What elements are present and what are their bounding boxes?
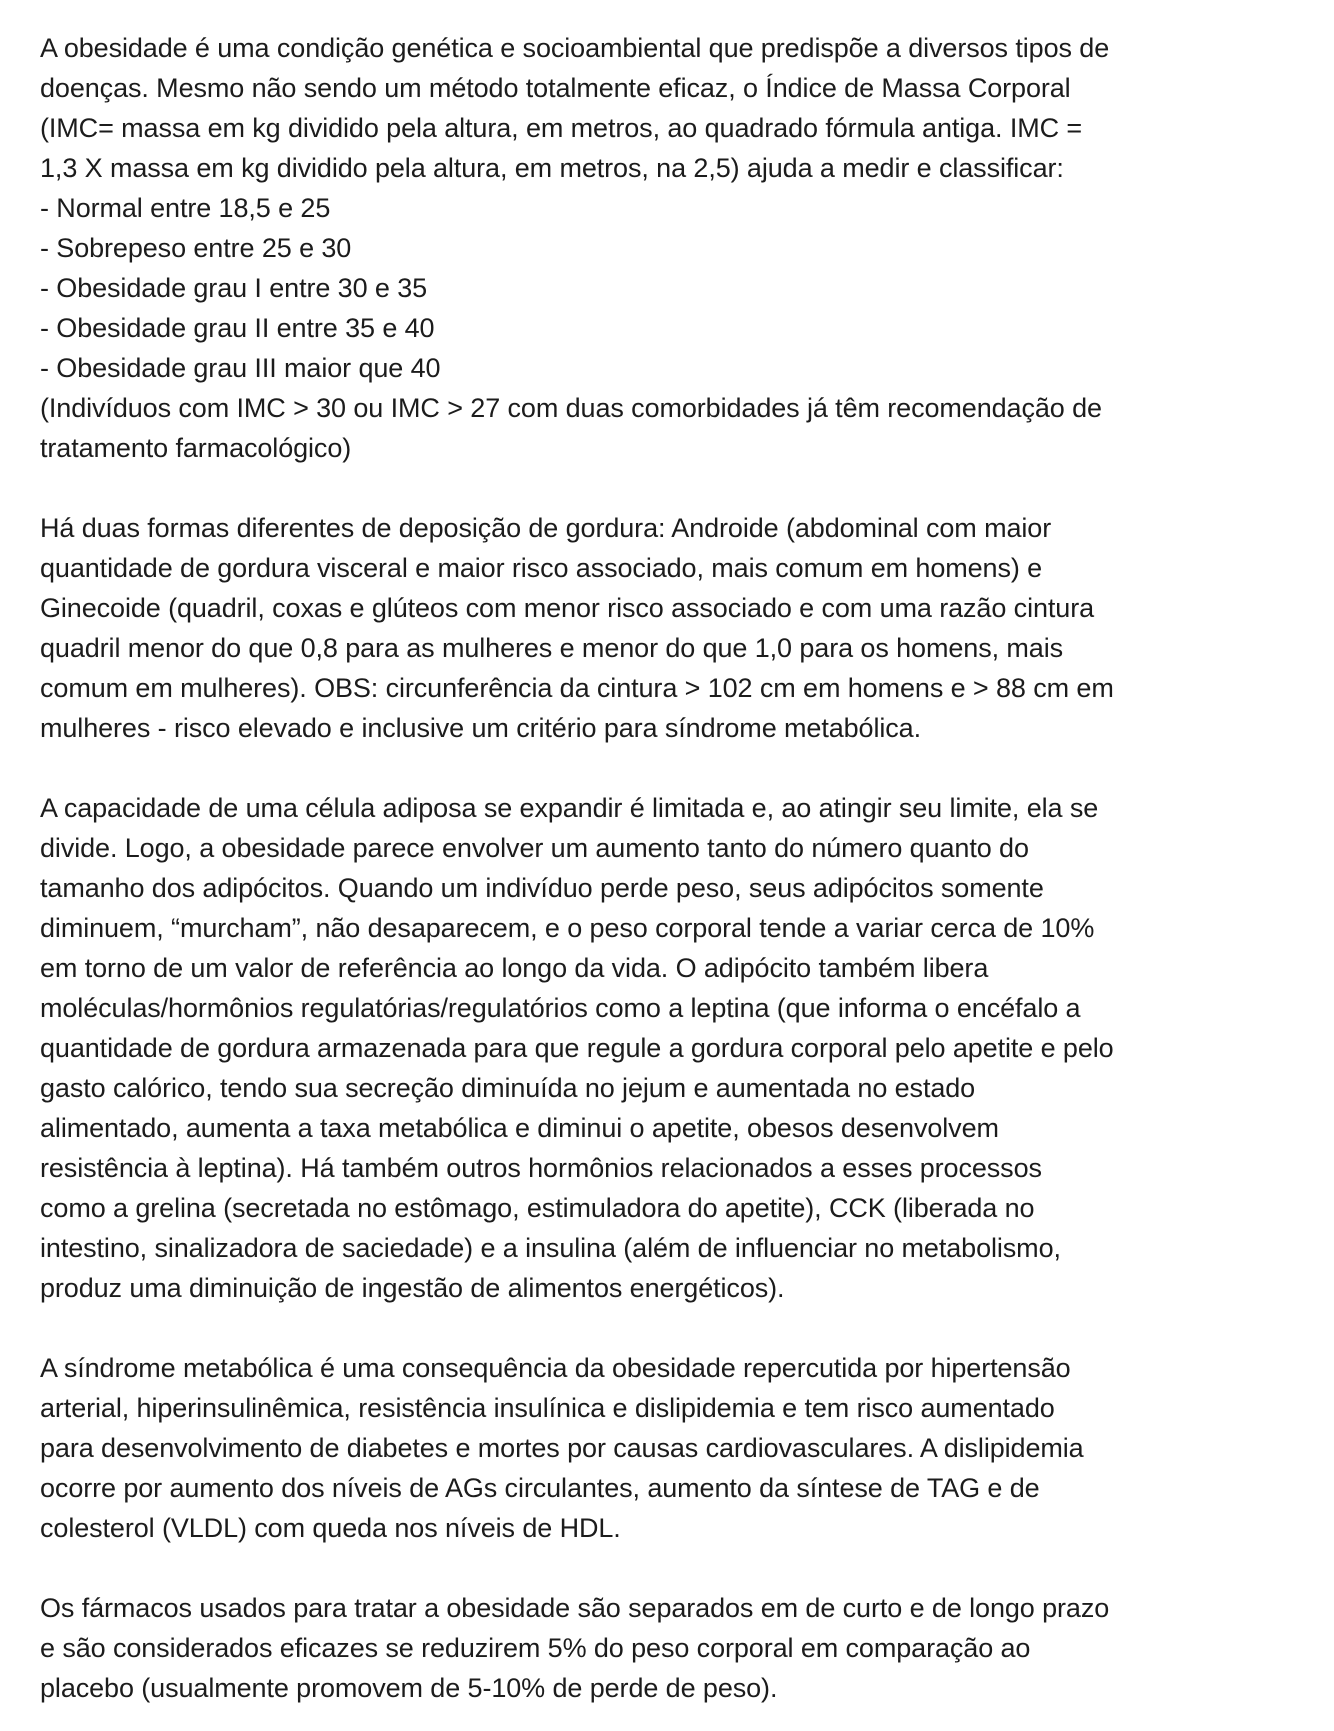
paragraph-adipocytes: [40, 788, 1304, 1308]
text-line: mulheres - risco elevado e inclusive um critério para síndrome metabólica.: [40, 713, 921, 743]
text-line: gasto calórico, tendo sua secreção diminuída no jejum e aumentada no estado: [40, 1073, 976, 1103]
text-line: alimentado, aumenta a taxa metabólica e diminui o apetite, obesos desenvolvem: [40, 1113, 999, 1143]
text-line: doenças. Mesmo não sendo um método totalmente eficaz, o Índice de Massa Corporal: [40, 73, 1071, 103]
text-line: (IMC= massa em kg dividido pela altura, em metros, ao quadrado fórmula antiga. IMC =: [40, 113, 1083, 143]
text-line: placebo (usualmente promovem de 5-10% de perde de peso).: [40, 1673, 778, 1703]
text-line: Ginecoide (quadril, coxas e glúteos com menor risco associado e com uma razão cintura: [40, 593, 1095, 623]
text-line: tratamento farmacológico): [40, 433, 352, 463]
text-line: tamanho dos adipócitos. Quando um indivíduo perde peso, seus adipócitos somente: [40, 873, 1044, 903]
text-line: Os fármacos usados para tratar a obesidade são separados em de curto e de longo prazo: [40, 1593, 1110, 1623]
list-item: - Obesidade grau II entre 35 e 40: [40, 313, 435, 343]
paragraph-spacer: [40, 468, 1304, 508]
text-line: Há duas formas diferentes de deposição de gordura: Androide (abdominal com maior: [40, 513, 1052, 543]
text-line: 1,3 X massa em kg dividido pela altura, em metros, na 2,5) ajuda a medir e classificar:: [40, 153, 1064, 183]
list-item: - Obesidade grau III maior que 40: [40, 353, 441, 383]
paragraph-imc: [40, 28, 1304, 468]
text-line: comum em mulheres). OBS: circunferência da cintura > 102 cm em homens e > 88 cm em: [40, 673, 1114, 703]
text-line: colesterol (VLDL) com queda nos níveis de HDL.: [40, 1513, 621, 1543]
text-line: quantidade de gordura armazenada para que regule a gordura corporal pelo apetite e pelo: [40, 1033, 1114, 1063]
text-line: ocorre por aumento dos níveis de AGs circulantes, aumento da síntese de TAG e de: [40, 1473, 1040, 1503]
text-line: como a grelina (secretada no estômago, estimuladora do apetite), CCK (liberada no: [40, 1193, 1035, 1223]
paragraph-fat-deposition: [40, 508, 1304, 748]
text-line: diminuem, “murcham”, não desaparecem, e o peso corporal tende a variar cerca de 10%: [40, 913, 1095, 943]
text-line: quadril menor do que 0,8 para as mulheres e menor do que 1,0 para os homens, mais: [40, 633, 1064, 663]
list-item: - Obesidade grau I entre 30 e 35: [40, 273, 428, 303]
list-item: - Sobrepeso entre 25 e 30: [40, 233, 352, 263]
paragraph-metabolic-syndrome: [40, 1348, 1304, 1548]
text-line: para desenvolvimento de diabetes e mortes por causas cardiovasculares. A dislipidemia: [40, 1433, 1084, 1463]
paragraph-spacer: [40, 1308, 1304, 1348]
list-item: - Normal entre 18,5 e 25: [40, 193, 331, 223]
text-line: produz uma diminuição de ingestão de alimentos energéticos).: [40, 1273, 785, 1303]
text-line: moléculas/hormônios regulatórias/regulatórios como a leptina (que informa o encéfalo a: [40, 993, 1081, 1023]
text-line: em torno de um valor de referência ao longo da vida. O adipócito também libera: [40, 953, 989, 983]
text-line: resistência à leptina). Há também outros hormônios relacionados a esses processos: [40, 1153, 1042, 1183]
text-line: e são considerados eficazes se reduzirem 5% do peso corporal em comparação ao: [40, 1633, 1031, 1663]
text-line: A síndrome metabólica é uma consequência da obesidade repercutida por hipertensão: [40, 1353, 1071, 1383]
text-line: A obesidade é uma condição genética e socioambiental que predispõe a diversos tipos de: [40, 33, 1110, 63]
paragraph-spacer: [40, 1548, 1304, 1588]
text-line: quantidade de gordura visceral e maior risco associado, mais comum em homens) e: [40, 553, 1043, 583]
paragraph-drugs: [40, 1588, 1304, 1708]
paragraph-spacer: [40, 748, 1304, 788]
text-line: arterial, hiperinsulinêmica, resistência insulínica e dislipidemia e tem risco aumentado: [40, 1393, 1055, 1423]
text-line: intestino, sinalizadora de saciedade) e a insulina (além de influenciar no metabolismo,: [40, 1233, 1061, 1263]
text-line: divide. Logo, a obesidade parece envolver um aumento tanto do número quanto do: [40, 833, 1029, 863]
text-line: A capacidade de uma célula adiposa se expandir é limitada e, ao atingir seu limite, ela se: [40, 793, 1099, 823]
text-line: (Indivíduos com IMC > 30 ou IMC > 27 com duas comorbidades já têm recomendação de: [40, 393, 1102, 423]
